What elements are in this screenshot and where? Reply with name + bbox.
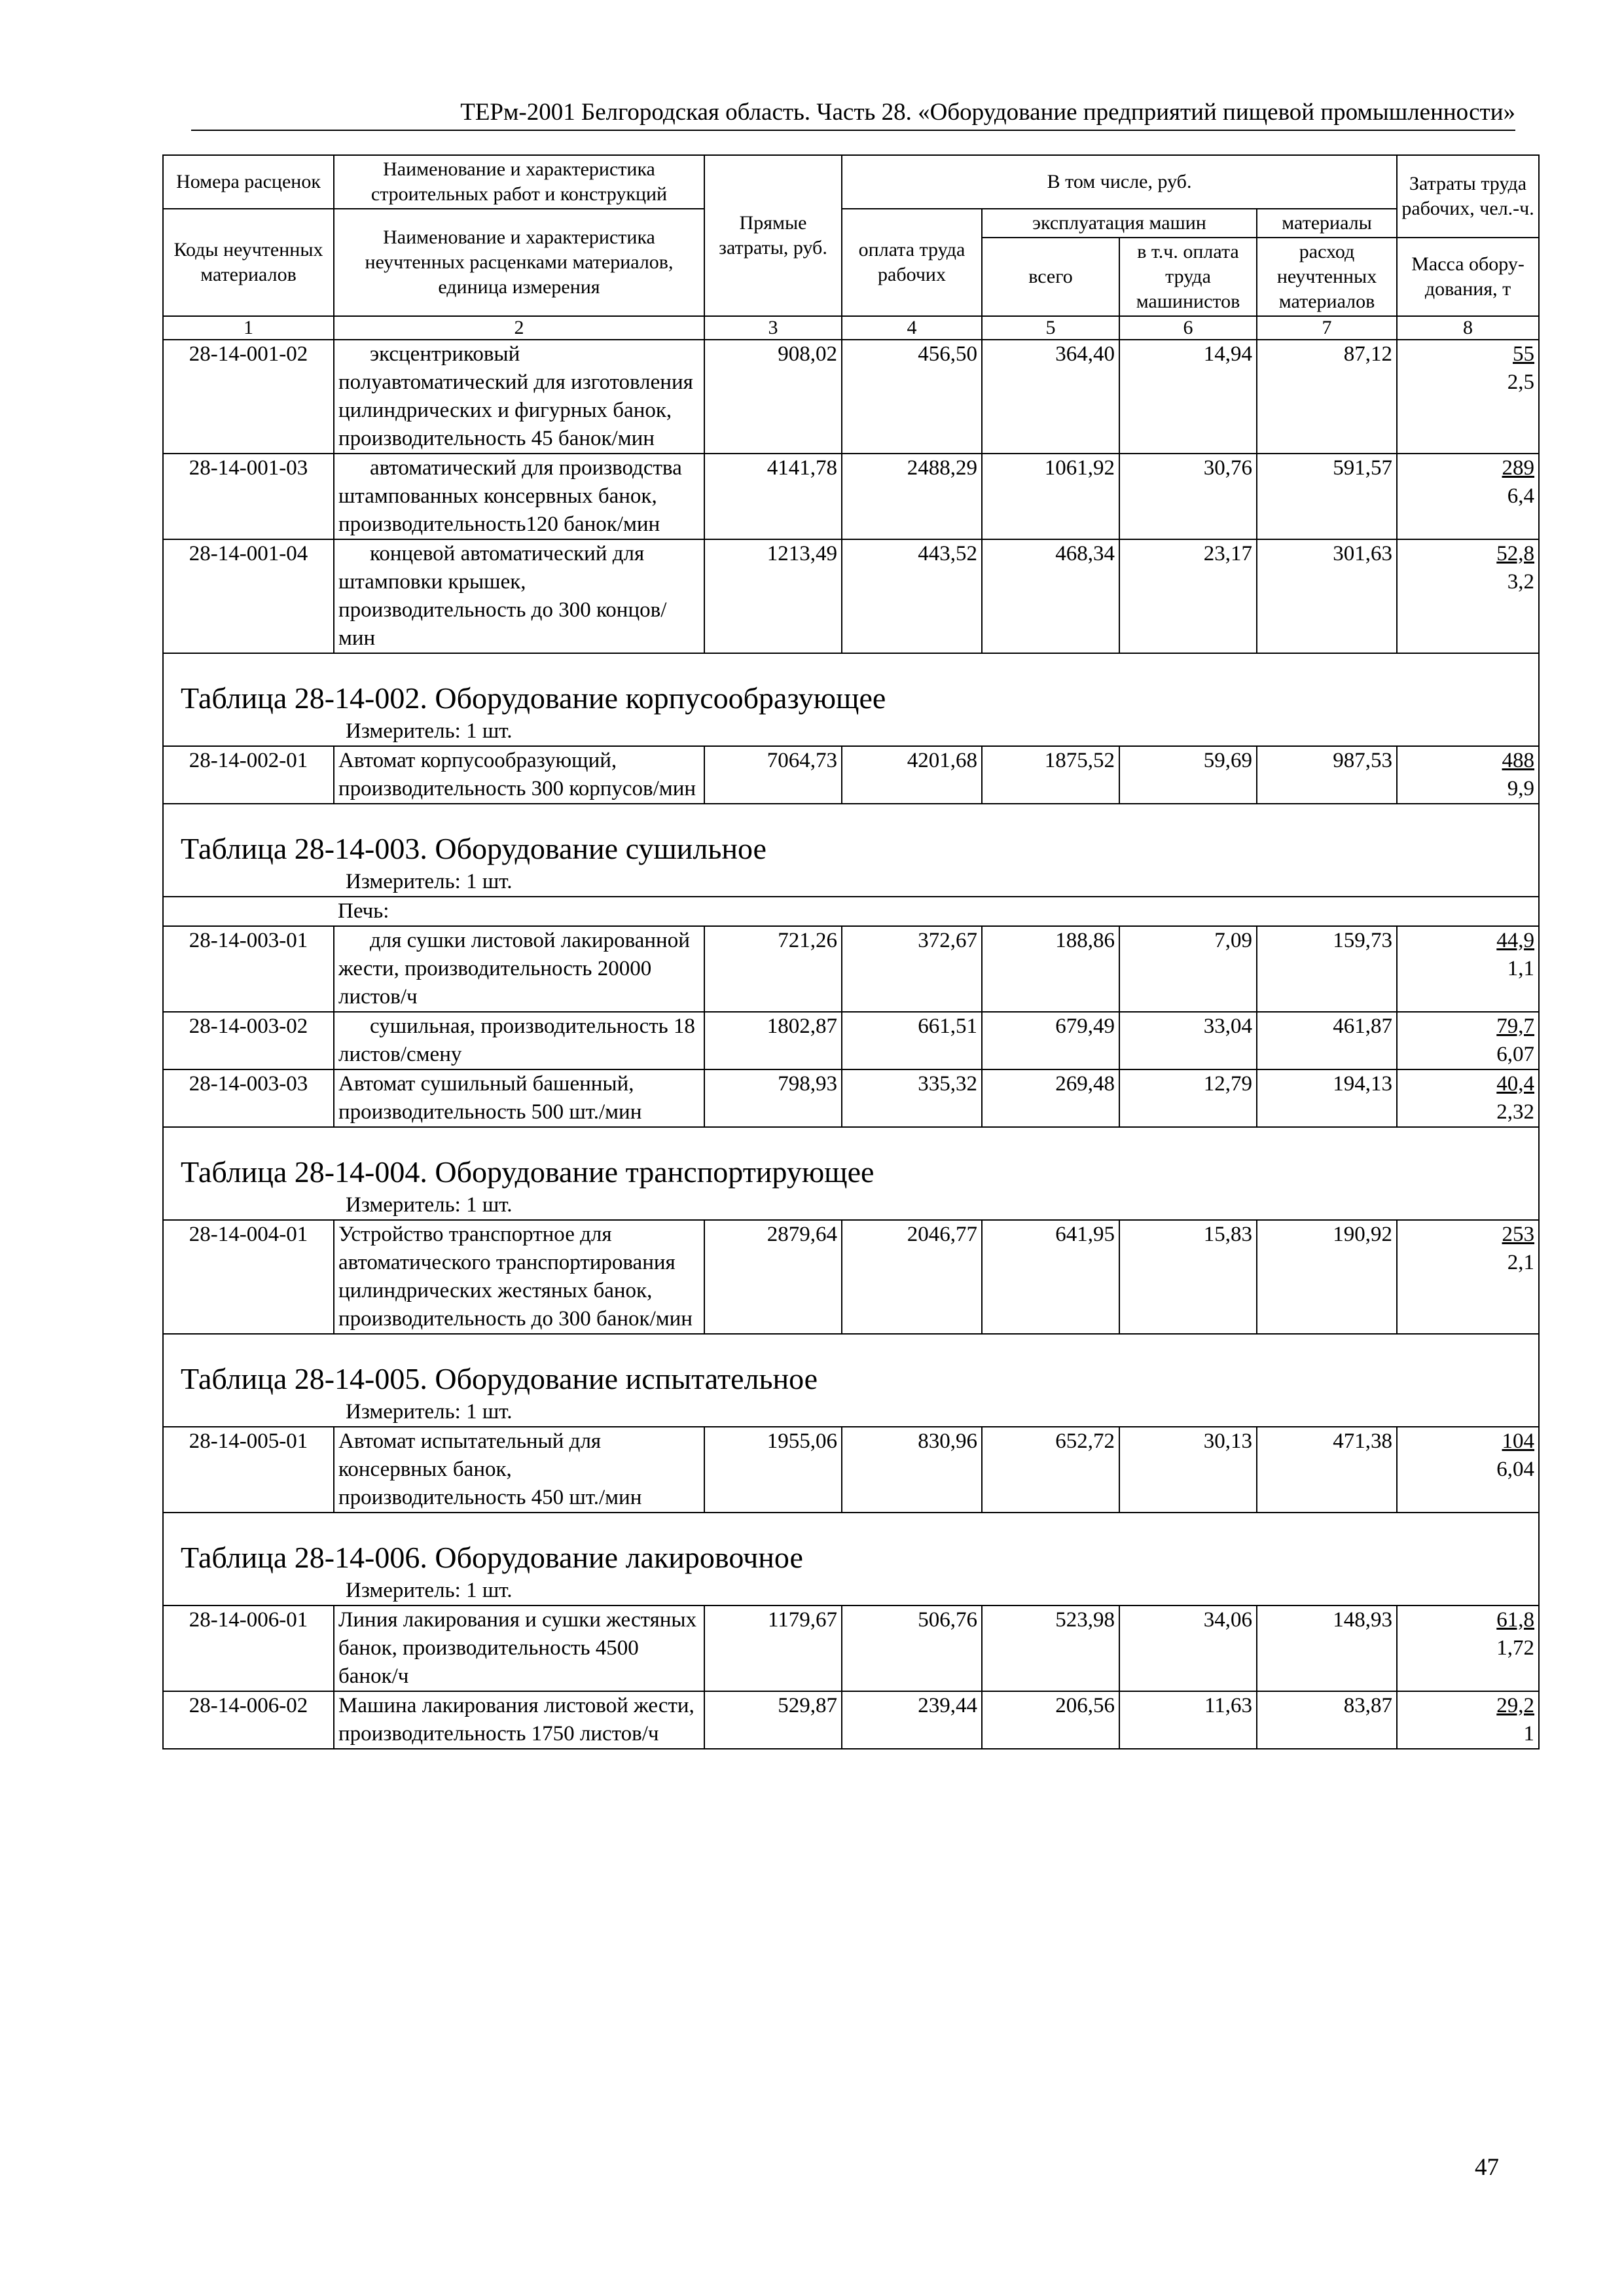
rate-code: 28-14-006-02	[163, 1691, 334, 1749]
labor-and-mass	[1397, 1427, 1539, 1513]
table-row	[163, 1069, 1539, 1127]
measure-unit: Измеритель: 1 шт.	[163, 1397, 1539, 1427]
rate-code: 28-14-003-01	[163, 926, 334, 1012]
col7-header: расход неучтенных материалов	[1257, 238, 1397, 316]
equipment-mass: 6,4	[1507, 484, 1535, 508]
table-row	[163, 926, 1539, 1012]
machine-costs: 206,56	[982, 1691, 1119, 1749]
labor-hours: 289	[1502, 456, 1535, 480]
price-table	[162, 154, 1540, 1749]
machine-costs: 269,48	[982, 1069, 1119, 1127]
table-row	[163, 454, 1539, 539]
equipment-mass: 6,04	[1496, 1458, 1535, 1481]
measure-unit: Измеритель: 1 шт.	[163, 867, 1539, 897]
col1-header-bottom: Коды неучтенных материалов	[163, 209, 334, 316]
labor-hours: 40,4	[1496, 1072, 1535, 1096]
col3-header: Прямые затраты, руб.	[704, 155, 842, 316]
labor-and-mass	[1397, 1605, 1539, 1691]
equipment-mass: 3,2	[1507, 570, 1535, 594]
operator-wages: 33,04	[1119, 1012, 1257, 1069]
operator-wages: 30,76	[1119, 454, 1257, 539]
operator-wages: 12,79	[1119, 1069, 1257, 1127]
direct-costs: 1802,87	[704, 1012, 842, 1069]
rate-description: Устройство транспортное для автоматического транспортирования цилиндрических жестяных банок, производительность до 300 банок/мин	[334, 1220, 704, 1334]
operator-wages: 30,13	[1119, 1427, 1257, 1513]
labor-wages: 335,32	[842, 1069, 982, 1127]
direct-costs: 7064,73	[704, 746, 842, 804]
measure-unit: Измеритель: 1 шт.	[163, 717, 1539, 746]
rate-description: автоматический для производства штампованных консервных банок, производительность120 банок/мин	[334, 454, 704, 539]
material-costs: 159,73	[1257, 926, 1397, 1012]
direct-costs: 4141,78	[704, 454, 842, 539]
equipment-mass: 6,07	[1496, 1043, 1535, 1066]
header-rule	[191, 130, 1515, 131]
material-costs: 301,63	[1257, 539, 1397, 653]
materials-header: материалы	[1257, 209, 1397, 238]
column-number: 3	[704, 316, 842, 340]
machine-costs: 188,86	[982, 926, 1119, 1012]
labor-hours: 104	[1502, 1429, 1535, 1453]
labor-hours: 52,8	[1496, 542, 1535, 565]
operator-wages: 11,63	[1119, 1691, 1257, 1749]
material-costs: 471,38	[1257, 1427, 1397, 1513]
machines-header: эксплуатация машин	[982, 209, 1257, 238]
equipment-mass: 1,1	[1507, 957, 1535, 980]
rate-description: Линия лакирования и сушки жестяных банок, производительность 4500 банок/ч	[334, 1605, 704, 1691]
labor-wages: 456,50	[842, 340, 982, 454]
labor-hours: 253	[1502, 1223, 1535, 1246]
group-header: В том числе, руб.	[842, 155, 1397, 209]
labor-wages: 4201,68	[842, 746, 982, 804]
labor-wages: 2488,29	[842, 454, 982, 539]
column-number: 4	[842, 316, 982, 340]
rate-code: 28-14-006-01	[163, 1605, 334, 1691]
direct-costs: 1213,49	[704, 539, 842, 653]
equipment-mass: 9,9	[1507, 777, 1535, 800]
table-row	[163, 1012, 1539, 1069]
material-costs: 987,53	[1257, 746, 1397, 804]
labor-and-mass	[1397, 1012, 1539, 1069]
table-title: Таблица 28-14-002. Оборудование корпусообразующее	[163, 653, 1539, 717]
labor-hours: 488	[1502, 749, 1535, 772]
material-costs: 190,92	[1257, 1220, 1397, 1334]
material-costs: 148,93	[1257, 1605, 1397, 1691]
rate-description: для сушки листовой лакированной жести, производительность 20000 листов/ч	[334, 926, 704, 1012]
table-title: Таблица 28-14-004. Оборудование транспортирующее	[163, 1127, 1539, 1191]
page-number: 47	[1475, 2154, 1499, 2181]
material-costs: 591,57	[1257, 454, 1397, 539]
column-number: 7	[1257, 316, 1397, 340]
table-row	[163, 1427, 1539, 1513]
rate-description: эксцентриковый полуавтоматический для изготовления цилиндрических и фигурных банок, производительность 45 банок/мин	[334, 340, 704, 454]
col2-header-top: Наименование и характеристика строительных работ и конструкций	[334, 155, 704, 209]
table-row	[163, 340, 1539, 454]
direct-costs: 529,87	[704, 1691, 842, 1749]
rate-code: 28-14-001-03	[163, 454, 334, 539]
direct-costs: 2879,64	[704, 1220, 842, 1334]
rate-code: 28-14-003-03	[163, 1069, 334, 1127]
col5-header: всего	[982, 238, 1119, 316]
rate-description: Автомат корпусообразующий, производительность 300 корпусов/мин	[334, 746, 704, 804]
equipment-mass: 1,72	[1496, 1636, 1535, 1660]
measure-unit: Измеритель: 1 шт.	[163, 1191, 1539, 1220]
column-number: 2	[334, 316, 704, 340]
table-row	[163, 539, 1539, 653]
direct-costs: 1179,67	[704, 1605, 842, 1691]
material-costs: 87,12	[1257, 340, 1397, 454]
labor-hours: 44,9	[1496, 929, 1535, 952]
rate-description: Машина лакирования листовой жести, производительность 1750 листов/ч	[334, 1691, 704, 1749]
labor-and-mass	[1397, 1069, 1539, 1127]
col6-header: в т.ч. оплата труда машинистов	[1119, 238, 1257, 316]
operator-wages: 7,09	[1119, 926, 1257, 1012]
labor-and-mass	[1397, 340, 1539, 454]
labor-and-mass	[1397, 539, 1539, 653]
labor-wages: 506,76	[842, 1605, 982, 1691]
col8-header-top: Затраты труда рабочих, чел.-ч.	[1397, 155, 1539, 238]
group-subheading: Печь:	[334, 897, 1539, 926]
empty-cell	[163, 897, 334, 926]
table-row	[163, 1605, 1539, 1691]
rate-code: 28-14-002-01	[163, 746, 334, 804]
labor-and-mass	[1397, 1691, 1539, 1749]
labor-wages: 2046,77	[842, 1220, 982, 1334]
rate-code: 28-14-001-02	[163, 340, 334, 454]
operator-wages: 34,06	[1119, 1605, 1257, 1691]
equipment-mass: 1	[1523, 1722, 1535, 1746]
rate-description: сушильная, производительность 18 листов/смену	[334, 1012, 704, 1069]
equipment-mass: 2,1	[1507, 1251, 1535, 1274]
rate-description: Автомат сушильный башенный, производительность 500 шт./мин	[334, 1069, 704, 1127]
column-number: 5	[982, 316, 1119, 340]
material-costs: 461,87	[1257, 1012, 1397, 1069]
equipment-mass: 2,32	[1496, 1100, 1535, 1124]
machine-costs: 468,34	[982, 539, 1119, 653]
table-title: Таблица 28-14-005. Оборудование испытательное	[163, 1334, 1539, 1397]
rate-code: 28-14-003-02	[163, 1012, 334, 1069]
operator-wages: 23,17	[1119, 539, 1257, 653]
labor-wages: 443,52	[842, 539, 982, 653]
machine-costs: 1875,52	[982, 746, 1119, 804]
col8-header-bottom: Масса обору- дования, т	[1397, 238, 1539, 316]
machine-costs: 364,40	[982, 340, 1119, 454]
column-number: 1	[163, 316, 334, 340]
column-number: 6	[1119, 316, 1257, 340]
labor-and-mass	[1397, 746, 1539, 804]
col4-header: оплата труда рабочих	[842, 209, 982, 316]
measure-unit: Измеритель: 1 шт.	[163, 1576, 1539, 1605]
rate-code: 28-14-001-04	[163, 539, 334, 653]
subheading-row	[163, 897, 1539, 926]
table-title: Таблица 28-14-006. Оборудование лакировочное	[163, 1513, 1539, 1576]
rate-description: концевой автоматический для штамповки крышек, производительность до 300 концов/мин	[334, 539, 704, 653]
rate-description: Автомат испытательный для консервных банок, производительность 450 шт./мин	[334, 1427, 704, 1513]
machine-costs: 679,49	[982, 1012, 1119, 1069]
table-row	[163, 1691, 1539, 1749]
operator-wages: 15,83	[1119, 1220, 1257, 1334]
rate-code: 28-14-005-01	[163, 1427, 334, 1513]
rate-code: 28-14-004-01	[163, 1220, 334, 1334]
running-header: ТЕРм-2001 Белгородская область. Часть 28. «Оборудование предприятий пищевой промышленности»	[460, 99, 1515, 126]
labor-hours: 55	[1513, 342, 1535, 366]
machine-costs: 652,72	[982, 1427, 1119, 1513]
col1-header-top: Номера расценок	[163, 155, 334, 209]
column-number: 8	[1397, 316, 1539, 340]
table-row	[163, 746, 1539, 804]
labor-wages: 372,67	[842, 926, 982, 1012]
direct-costs: 1955,06	[704, 1427, 842, 1513]
operator-wages: 59,69	[1119, 746, 1257, 804]
direct-costs: 721,26	[704, 926, 842, 1012]
table-header	[163, 155, 1539, 340]
machine-costs: 1061,92	[982, 454, 1119, 539]
labor-wages: 661,51	[842, 1012, 982, 1069]
operator-wages: 14,94	[1119, 340, 1257, 454]
labor-hours: 61,8	[1496, 1608, 1535, 1632]
labor-and-mass	[1397, 926, 1539, 1012]
col2-header-bottom: Наименование и характеристика неучтенных расценками материалов, единица измерения	[334, 209, 704, 316]
table-row	[163, 1220, 1539, 1334]
machine-costs: 641,95	[982, 1220, 1119, 1334]
equipment-mass: 2,5	[1507, 370, 1535, 394]
labor-and-mass	[1397, 1220, 1539, 1334]
table-title: Таблица 28-14-003. Оборудование сушильное	[163, 804, 1539, 867]
direct-costs: 798,93	[704, 1069, 842, 1127]
labor-wages: 830,96	[842, 1427, 982, 1513]
labor-hours: 29,2	[1496, 1694, 1535, 1717]
direct-costs: 908,02	[704, 340, 842, 454]
labor-and-mass	[1397, 454, 1539, 539]
labor-hours: 79,7	[1496, 1014, 1535, 1038]
material-costs: 83,87	[1257, 1691, 1397, 1749]
labor-wages: 239,44	[842, 1691, 982, 1749]
material-costs: 194,13	[1257, 1069, 1397, 1127]
machine-costs: 523,98	[982, 1605, 1119, 1691]
